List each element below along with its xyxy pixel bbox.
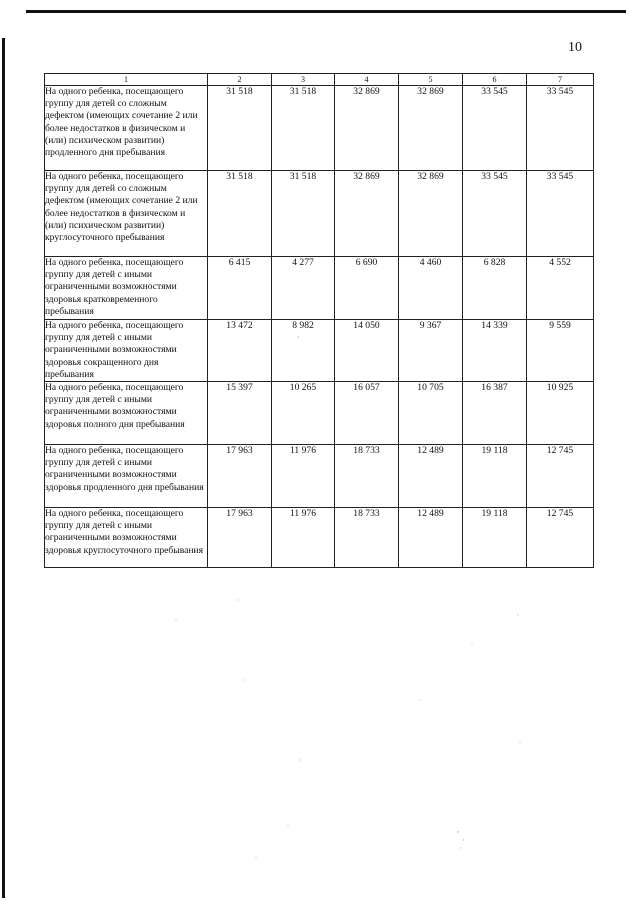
value-cell: 8 982 <box>272 320 335 382</box>
value-cell: 19 118 <box>463 445 527 508</box>
value-cell: 32 869 <box>399 86 463 171</box>
value-cell: 32 869 <box>335 171 399 257</box>
base-value: 31 518 <box>208 171 272 257</box>
base-value: 15 397 <box>208 382 272 445</box>
value-cell: 33 545 <box>527 86 594 171</box>
column-header: 1 <box>45 74 208 86</box>
column-header: 2 <box>208 74 272 86</box>
value-cell: 32 869 <box>399 171 463 257</box>
row-description: На одного ребенка, посещающего группу для детей со сложным дефектом (имеющих сочетание 2 или более недостатков в физическом и (или) психическом развитии) продленного дня пребывания <box>45 86 208 171</box>
page-number: 10 <box>568 40 582 55</box>
column-header: 4 <box>335 74 399 86</box>
row-description: На одного ребенка, посещающего группу для детей с иными ограниченными возможностями здоровья продленного дня пребывания <box>45 445 208 508</box>
value-cell: 4 460 <box>399 257 463 320</box>
row-description: На одного ребенка, посещающего группу для детей с иными ограниченными возможностями здоровья сокращенного дня пребывания <box>45 320 208 382</box>
value-cell: 11 976 <box>272 445 335 508</box>
value-cell: 33 545 <box>463 171 527 257</box>
value-cell: 16 387 <box>463 382 527 445</box>
value-cell: 31 518 <box>272 86 335 171</box>
column-header: 7 <box>527 74 594 86</box>
row-description: На одного ребенка, посещающего группу для детей со сложным дефектом (имеющих сочетание 2 или более недостатков в физическом и (или) психическом развитии) круглосуточного пребывания <box>45 171 208 257</box>
value-cell: 9 367 <box>399 320 463 382</box>
value-cell: 16 057 <box>335 382 399 445</box>
value-cell: 4 552 <box>527 257 594 320</box>
value-cell: 12 489 <box>399 445 463 508</box>
value-cell: 14 050 <box>335 320 399 382</box>
value-cell: 12 745 <box>527 508 594 568</box>
column-header: 6 <box>463 74 527 86</box>
value-cell: 14 339 <box>463 320 527 382</box>
value-cell: 31 518 <box>272 171 335 257</box>
value-cell: 12 745 <box>527 445 594 508</box>
row-description: На одного ребенка, посещающего группу для детей с иными ограниченными возможностями здоровья кратковременного пребывания <box>45 257 208 320</box>
value-cell: 11 976 <box>272 508 335 568</box>
value-cell: 4 277 <box>272 257 335 320</box>
value-cell: 10 705 <box>399 382 463 445</box>
value-cell: 6 828 <box>463 257 527 320</box>
value-cell: 18 733 <box>335 508 399 568</box>
value-cell: 10 925 <box>527 382 594 445</box>
value-cell: 32 869 <box>335 86 399 171</box>
base-value: 13 472 <box>208 320 272 382</box>
column-header: 3 <box>272 74 335 86</box>
value-cell: 6 690 <box>335 257 399 320</box>
base-value: 17 963 <box>208 508 272 568</box>
value-cell: 33 545 <box>527 171 594 257</box>
row-description: На одного ребенка, посещающего группу для детей с иными ограниченными возможностями здоровья полного дня пребывания <box>45 382 208 445</box>
base-value: 17 963 <box>208 445 272 508</box>
value-cell: 19 118 <box>463 508 527 568</box>
row-description: На одного ребенка, посещающего группу для детей с иными ограниченными возможностями здоровья круглосуточного пребывания <box>45 508 208 568</box>
value-cell: 33 545 <box>463 86 527 171</box>
value-cell: 12 489 <box>399 508 463 568</box>
base-value: 6 415 <box>208 257 272 320</box>
base-value: 31 518 <box>208 86 272 171</box>
value-cell: 10 265 <box>272 382 335 445</box>
value-cell: 9 559 <box>527 320 594 382</box>
column-header: 5 <box>399 74 463 86</box>
value-cell: 18 733 <box>335 445 399 508</box>
